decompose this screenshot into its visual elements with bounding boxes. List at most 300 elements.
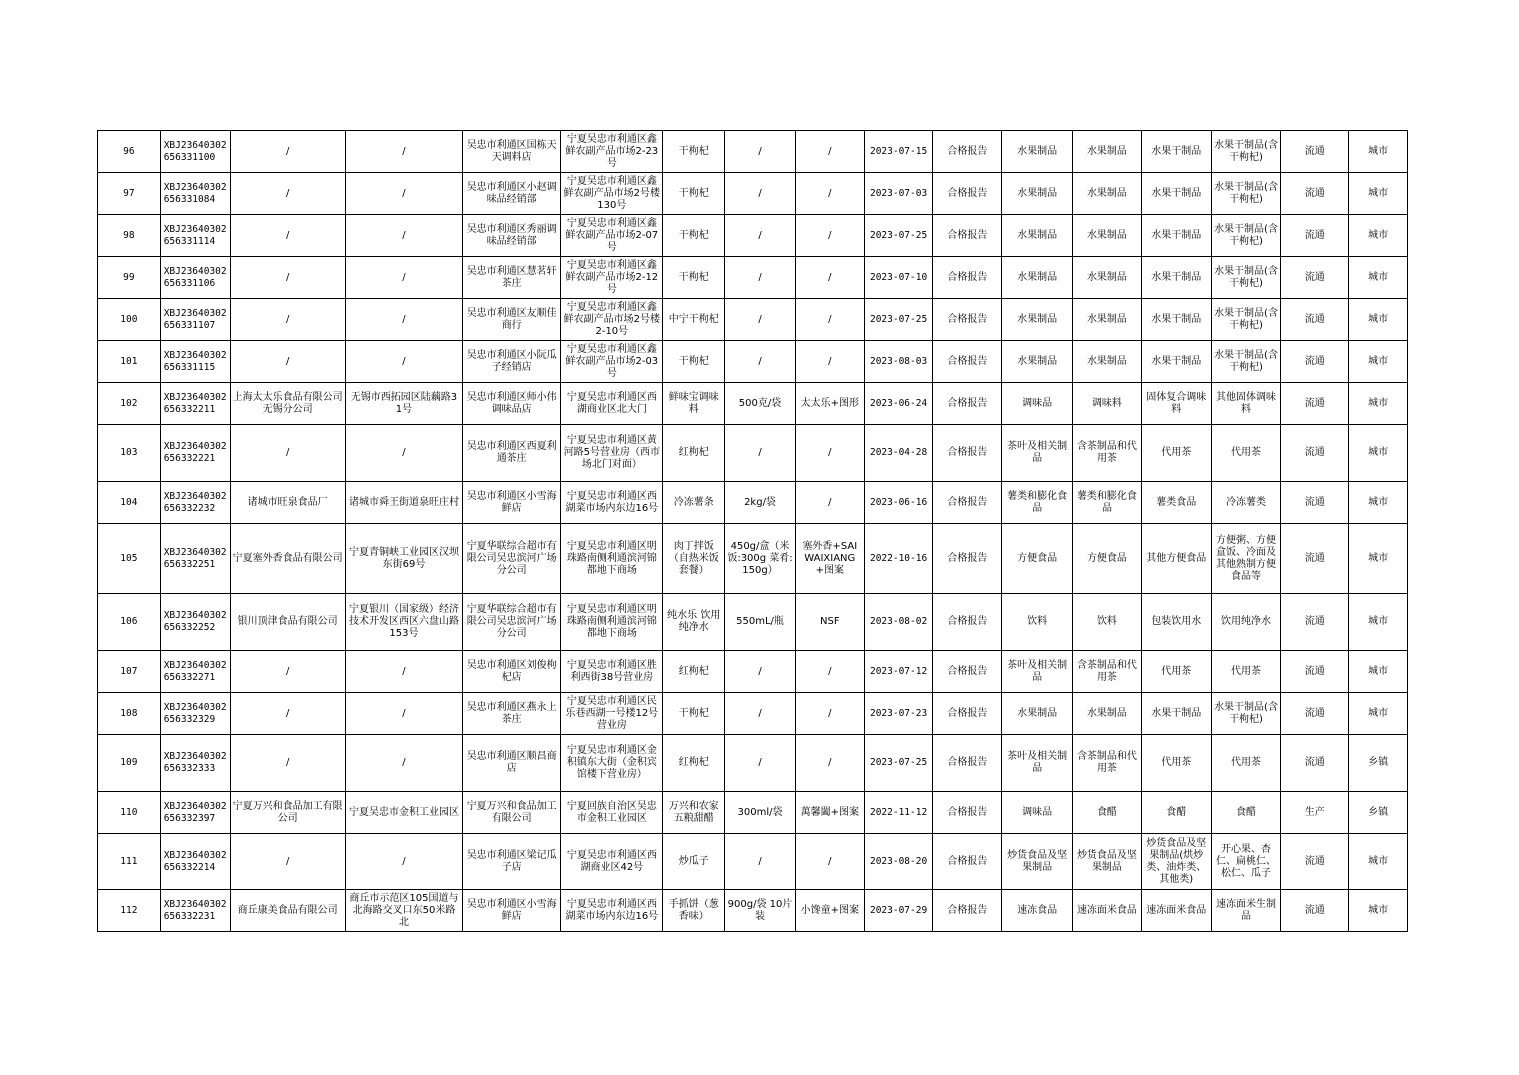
food-category-2: 水果制品 xyxy=(1073,215,1142,257)
producer-name: 商丘康美食品有限公司 xyxy=(230,890,345,932)
brand: 小馋童+图案 xyxy=(795,890,864,932)
table-row xyxy=(98,735,1408,792)
seller-address: 宁夏吴忠市利通区鑫鲜农副产品市场2-03号 xyxy=(561,341,663,383)
specification: / xyxy=(725,173,796,215)
brand: NSF xyxy=(795,594,864,651)
brand: 太太乐+图形 xyxy=(795,383,864,425)
producer-name: / xyxy=(230,299,345,341)
table-row xyxy=(98,792,1408,834)
food-category-2: 食醋 xyxy=(1073,792,1142,834)
specification: 550mL/瓶 xyxy=(725,594,796,651)
food-category-4: 水果干制品(含干枸杞) xyxy=(1211,693,1281,735)
food-category-1: 调味品 xyxy=(1002,792,1073,834)
seller-name: 吴忠市利通区顺昌商店 xyxy=(463,735,561,792)
production-date: 2023-06-16 xyxy=(864,482,933,524)
sample-code: XBJ23640302656332271 xyxy=(160,651,230,693)
sampling-area: 城市 xyxy=(1349,341,1408,383)
sampling-area: 城市 xyxy=(1349,257,1408,299)
brand: / xyxy=(795,693,864,735)
production-date: 2023-08-03 xyxy=(864,341,933,383)
producer-name: 宁夏万兴和食品加工有限公司 xyxy=(230,792,345,834)
food-category-1: 茶叶及相关制品 xyxy=(1002,735,1073,792)
sampling-area: 城市 xyxy=(1349,594,1408,651)
producer-address: / xyxy=(345,131,462,173)
food-name: 红枸杞 xyxy=(663,735,725,792)
sampling-area: 城市 xyxy=(1349,890,1408,932)
food-category-3: 水果干制品 xyxy=(1141,131,1211,173)
food-category-4: 水果干制品(含干枸杞) xyxy=(1211,257,1281,299)
food-category-1: 水果制品 xyxy=(1002,257,1073,299)
row-number: 106 xyxy=(98,594,161,651)
row-number: 112 xyxy=(98,890,161,932)
row-number: 103 xyxy=(98,425,161,482)
table-row xyxy=(98,594,1408,651)
food-category-2: 水果制品 xyxy=(1073,173,1142,215)
food-category-3: 水果干制品 xyxy=(1141,693,1211,735)
inspection-result: 合格报告 xyxy=(933,425,1002,482)
seller-name: 吴忠市利通区小阮瓜子经销店 xyxy=(463,341,561,383)
food-name: 红枸杞 xyxy=(663,425,725,482)
sampling-area: 城市 xyxy=(1349,693,1408,735)
brand: / xyxy=(795,341,864,383)
food-category-2: 炒货食品及坚果制品 xyxy=(1073,834,1142,890)
row-number: 107 xyxy=(98,651,161,693)
specification: 300ml/袋 xyxy=(725,792,796,834)
producer-name: 银川顶津食品有限公司 xyxy=(230,594,345,651)
food-category-1: 水果制品 xyxy=(1002,131,1073,173)
inspection-result: 合格报告 xyxy=(933,131,1002,173)
food-category-2: 方便食品 xyxy=(1073,524,1142,594)
seller-name: 宁夏华联综合超市有限公司吴忠滨河广场分公司 xyxy=(463,524,561,594)
seller-address: 宁夏吴忠市利通区鑫鲜农副产品市场2号楼2-10号 xyxy=(561,299,663,341)
producer-name: / xyxy=(230,651,345,693)
sample-code: XBJ23640302656331106 xyxy=(160,257,230,299)
specification: 2kg/袋 xyxy=(725,482,796,524)
food-category-2: 水果制品 xyxy=(1073,131,1142,173)
row-number: 98 xyxy=(98,215,161,257)
producer-name: / xyxy=(230,693,345,735)
seller-name: 吴忠市利通区小雪海鲜店 xyxy=(463,482,561,524)
food-category-2: 含茶制品和代用茶 xyxy=(1073,425,1142,482)
sampling-link: 流通 xyxy=(1281,257,1349,299)
row-number: 109 xyxy=(98,735,161,792)
production-date: 2022-10-16 xyxy=(864,524,933,594)
inspection-results-table xyxy=(97,130,1408,932)
table-row xyxy=(98,524,1408,594)
table-row xyxy=(98,651,1408,693)
sampling-link: 流通 xyxy=(1281,482,1349,524)
food-category-2: 水果制品 xyxy=(1073,299,1142,341)
brand: / xyxy=(795,131,864,173)
table-row xyxy=(98,425,1408,482)
food-category-3: 代用茶 xyxy=(1141,651,1211,693)
table-row xyxy=(98,257,1408,299)
brand: / xyxy=(795,215,864,257)
table-row xyxy=(98,693,1408,735)
specification: / xyxy=(725,299,796,341)
inspection-result: 合格报告 xyxy=(933,257,1002,299)
sampling-link: 流通 xyxy=(1281,594,1349,651)
sampling-area: 城市 xyxy=(1349,651,1408,693)
specification: 450g/盒（米饭:300g 菜肴:150g） xyxy=(725,524,796,594)
food-name: 中宁干枸杞 xyxy=(663,299,725,341)
sample-code: XBJ23640302656332214 xyxy=(160,834,230,890)
production-date: 2023-07-25 xyxy=(864,299,933,341)
seller-name: 吴忠市利通区梁记瓜子店 xyxy=(463,834,561,890)
food-category-1: 速冻食品 xyxy=(1002,890,1073,932)
food-category-3: 固体复合调味料 xyxy=(1141,383,1211,425)
food-category-4: 速冻面米生制品 xyxy=(1211,890,1281,932)
producer-address: / xyxy=(345,651,462,693)
food-category-3: 包装饮用水 xyxy=(1141,594,1211,651)
food-category-1: 水果制品 xyxy=(1002,299,1073,341)
production-date: 2023-07-25 xyxy=(864,215,933,257)
sample-code: XBJ23640302656331114 xyxy=(160,215,230,257)
food-category-1: 薯类和膨化食品 xyxy=(1002,482,1073,524)
sample-code: XBJ23640302656332397 xyxy=(160,792,230,834)
seller-address: 宁夏吴忠市利通区西湖商业区北大门 xyxy=(561,383,663,425)
food-category-4: 冷冻薯类 xyxy=(1211,482,1281,524)
producer-name: / xyxy=(230,173,345,215)
producer-name: / xyxy=(230,834,345,890)
food-category-2: 调味料 xyxy=(1073,383,1142,425)
table-row xyxy=(98,173,1408,215)
sampling-link: 流通 xyxy=(1281,834,1349,890)
seller-address: 宁夏吴忠市利通区金积镇东大街（金积宾馆楼下营业房） xyxy=(561,735,663,792)
producer-address: / xyxy=(345,693,462,735)
seller-name: 吴忠市利通区友顺佳商行 xyxy=(463,299,561,341)
production-date: 2023-07-15 xyxy=(864,131,933,173)
specification: / xyxy=(725,834,796,890)
food-name: 冷冻薯条 xyxy=(663,482,725,524)
brand: / xyxy=(795,257,864,299)
food-category-2: 含茶制品和代用茶 xyxy=(1073,735,1142,792)
seller-address: 宁夏吴忠市利通区民乐巷西湖一号楼12号营业房 xyxy=(561,693,663,735)
food-name: 干枸杞 xyxy=(663,215,725,257)
seller-name: 吴忠市利通区刘俊枸杞店 xyxy=(463,651,561,693)
food-category-4: 开心果、杏仁、扁桃仁、松仁、瓜子 xyxy=(1211,834,1281,890)
food-category-1: 炒货食品及坚果制品 xyxy=(1002,834,1073,890)
food-category-3: 代用茶 xyxy=(1141,425,1211,482)
producer-name: / xyxy=(230,735,345,792)
food-category-2: 水果制品 xyxy=(1073,341,1142,383)
food-category-3: 代用茶 xyxy=(1141,735,1211,792)
seller-address: 宁夏吴忠市利通区黄河路5号营业房（西市场北门对面） xyxy=(561,425,663,482)
inspection-result: 合格报告 xyxy=(933,594,1002,651)
food-category-4: 水果干制品(含干枸杞) xyxy=(1211,173,1281,215)
producer-address: / xyxy=(345,735,462,792)
seller-name: 吴忠市利通区秀丽调味品经销部 xyxy=(463,215,561,257)
specification: / xyxy=(725,131,796,173)
inspection-result: 合格报告 xyxy=(933,651,1002,693)
sampling-area: 城市 xyxy=(1349,383,1408,425)
food-category-3: 水果干制品 xyxy=(1141,299,1211,341)
production-date: 2023-06-24 xyxy=(864,383,933,425)
seller-address: 宁夏吴忠市利通区明珠路南侧利通滨河锦都地下商场 xyxy=(561,594,663,651)
food-category-4: 水果干制品(含干枸杞) xyxy=(1211,131,1281,173)
production-date: 2023-07-29 xyxy=(864,890,933,932)
brand: / xyxy=(795,173,864,215)
seller-address: 宁夏回族自治区吴忠市金积工业园区 xyxy=(561,792,663,834)
food-category-4: 饮用纯净水 xyxy=(1211,594,1281,651)
seller-address: 宁夏吴忠市利通区西湖菜市场内东边16号 xyxy=(561,890,663,932)
seller-name: 吴忠市利通区小赵调味品经销部 xyxy=(463,173,561,215)
food-name: 炒瓜子 xyxy=(663,834,725,890)
sample-code: XBJ23640302656331084 xyxy=(160,173,230,215)
production-date: 2023-04-28 xyxy=(864,425,933,482)
inspection-result: 合格报告 xyxy=(933,482,1002,524)
sampling-area: 城市 xyxy=(1349,482,1408,524)
inspection-result: 合格报告 xyxy=(933,341,1002,383)
sample-code: XBJ23640302656332252 xyxy=(160,594,230,651)
brand: / xyxy=(795,651,864,693)
producer-address: / xyxy=(345,173,462,215)
seller-name: 吴忠市利通区慧茗轩茶庄 xyxy=(463,257,561,299)
production-date: 2023-08-02 xyxy=(864,594,933,651)
food-category-4: 水果干制品(含干枸杞) xyxy=(1211,215,1281,257)
seller-name: 吴忠市利通区师小伟调味品店 xyxy=(463,383,561,425)
food-category-2: 水果制品 xyxy=(1073,257,1142,299)
specification: 900g/袋 10片装 xyxy=(725,890,796,932)
producer-address: / xyxy=(345,834,462,890)
seller-address: 宁夏吴忠市利通区胜利西街38号营业房 xyxy=(561,651,663,693)
brand: 塞外香+SAIWAIXIANG+图案 xyxy=(795,524,864,594)
producer-name: / xyxy=(230,425,345,482)
row-number: 97 xyxy=(98,173,161,215)
food-category-1: 茶叶及相关制品 xyxy=(1002,651,1073,693)
food-category-1: 水果制品 xyxy=(1002,215,1073,257)
producer-name: / xyxy=(230,341,345,383)
food-name: 手抓饼（葱香味） xyxy=(663,890,725,932)
sample-code: XBJ23640302656332232 xyxy=(160,482,230,524)
row-number: 111 xyxy=(98,834,161,890)
food-category-4: 水果干制品(含干枸杞) xyxy=(1211,341,1281,383)
row-number: 105 xyxy=(98,524,161,594)
food-name: 干枸杞 xyxy=(663,257,725,299)
food-category-3: 水果干制品 xyxy=(1141,173,1211,215)
food-category-3: 其他方便食品 xyxy=(1141,524,1211,594)
row-number: 104 xyxy=(98,482,161,524)
row-number: 108 xyxy=(98,693,161,735)
producer-address: / xyxy=(345,299,462,341)
producer-address: / xyxy=(345,341,462,383)
table-row xyxy=(98,482,1408,524)
producer-address: / xyxy=(345,425,462,482)
row-number: 96 xyxy=(98,131,161,173)
sample-code: XBJ23640302656332221 xyxy=(160,425,230,482)
sampling-area: 城市 xyxy=(1349,524,1408,594)
food-name: 红枸杞 xyxy=(663,651,725,693)
sampling-link: 流通 xyxy=(1281,215,1349,257)
food-category-2: 水果制品 xyxy=(1073,693,1142,735)
production-date: 2022-11-12 xyxy=(864,792,933,834)
specification: 500克/袋 xyxy=(725,383,796,425)
production-date: 2023-07-03 xyxy=(864,173,933,215)
inspection-result: 合格报告 xyxy=(933,792,1002,834)
producer-name: / xyxy=(230,257,345,299)
food-category-2: 含茶制品和代用茶 xyxy=(1073,651,1142,693)
sample-code: XBJ23640302656331107 xyxy=(160,299,230,341)
sampling-link: 流通 xyxy=(1281,651,1349,693)
producer-address: / xyxy=(345,215,462,257)
food-category-1: 饮料 xyxy=(1002,594,1073,651)
table-row xyxy=(98,383,1408,425)
seller-name: 吴忠市利通区燕永上茶庄 xyxy=(463,693,561,735)
table-row xyxy=(98,890,1408,932)
sampling-area: 乡镇 xyxy=(1349,735,1408,792)
sampling-link: 流通 xyxy=(1281,693,1349,735)
food-name: 干枸杞 xyxy=(663,341,725,383)
food-category-4: 方便粥、方便盒饭、冷面及其他熟制方便食品等 xyxy=(1211,524,1281,594)
production-date: 2023-07-23 xyxy=(864,693,933,735)
inspection-result: 合格报告 xyxy=(933,383,1002,425)
sampling-area: 城市 xyxy=(1349,131,1408,173)
food-category-3: 水果干制品 xyxy=(1141,341,1211,383)
inspection-result: 合格报告 xyxy=(933,215,1002,257)
food-name: 干枸杞 xyxy=(663,693,725,735)
row-number: 102 xyxy=(98,383,161,425)
production-date: 2023-08-20 xyxy=(864,834,933,890)
sampling-link: 流通 xyxy=(1281,173,1349,215)
food-category-4: 代用茶 xyxy=(1211,651,1281,693)
seller-name: 吴忠市利通区西夏利通茶庄 xyxy=(463,425,561,482)
specification: / xyxy=(725,425,796,482)
specification: / xyxy=(725,735,796,792)
food-category-1: 调味品 xyxy=(1002,383,1073,425)
production-date: 2023-07-10 xyxy=(864,257,933,299)
producer-address: 宁夏吴忠市金积工业园区 xyxy=(345,792,462,834)
sampling-area: 乡镇 xyxy=(1349,792,1408,834)
seller-address: 宁夏吴忠市利通区鑫鲜农副产品市场2-07号 xyxy=(561,215,663,257)
inspection-result: 合格报告 xyxy=(933,834,1002,890)
food-category-2: 速冻面米食品 xyxy=(1073,890,1142,932)
brand: / xyxy=(795,482,864,524)
producer-name: / xyxy=(230,215,345,257)
sampling-area: 城市 xyxy=(1349,173,1408,215)
food-category-2: 饮料 xyxy=(1073,594,1142,651)
sampling-link: 生产 xyxy=(1281,792,1349,834)
food-category-1: 水果制品 xyxy=(1002,173,1073,215)
inspection-result: 合格报告 xyxy=(933,735,1002,792)
brand: / xyxy=(795,834,864,890)
sample-code: XBJ23640302656331115 xyxy=(160,341,230,383)
table-row xyxy=(98,131,1408,173)
sampling-link: 流通 xyxy=(1281,890,1349,932)
sampling-link: 流通 xyxy=(1281,131,1349,173)
brand: / xyxy=(795,425,864,482)
row-number: 99 xyxy=(98,257,161,299)
sampling-link: 流通 xyxy=(1281,341,1349,383)
sample-code: XBJ23640302656332333 xyxy=(160,735,230,792)
producer-name: 诸城市旺泉食品厂 xyxy=(230,482,345,524)
food-category-3: 速冻面米食品 xyxy=(1141,890,1211,932)
seller-address: 宁夏吴忠市利通区鑫鲜农副产品市场2号楼130号 xyxy=(561,173,663,215)
seller-address: 宁夏吴忠市利通区鑫鲜农副产品市场2-12号 xyxy=(561,257,663,299)
producer-address: 诸城市舜王街道泉旺庄村 xyxy=(345,482,462,524)
food-name: 干枸杞 xyxy=(663,131,725,173)
producer-name: 宁夏塞外香食品有限公司 xyxy=(230,524,345,594)
food-name: 万兴和农家五粮甜醋 xyxy=(663,792,725,834)
producer-name: / xyxy=(230,131,345,173)
sampling-link: 流通 xyxy=(1281,383,1349,425)
producer-address: 无锡市西拓园区陆藕路31号 xyxy=(345,383,462,425)
specification: / xyxy=(725,215,796,257)
sampling-link: 流通 xyxy=(1281,524,1349,594)
food-name: 鲜味宝调味料 xyxy=(663,383,725,425)
food-category-1: 方便食品 xyxy=(1002,524,1073,594)
food-name: 肉丁拌饭（自热米饭套餐） xyxy=(663,524,725,594)
seller-name: 宁夏万兴和食品加工有限公司 xyxy=(463,792,561,834)
row-number: 100 xyxy=(98,299,161,341)
sampling-link: 流通 xyxy=(1281,425,1349,482)
sampling-area: 城市 xyxy=(1349,425,1408,482)
sample-code: XBJ23640302656332211 xyxy=(160,383,230,425)
producer-address: / xyxy=(345,257,462,299)
table-row xyxy=(98,299,1408,341)
row-number: 101 xyxy=(98,341,161,383)
seller-address: 宁夏吴忠市利通区明珠路南侧利通滨河锦都地下商场 xyxy=(561,524,663,594)
brand: / xyxy=(795,299,864,341)
seller-name: 宁夏华联综合超市有限公司吴忠滨河广场分公司 xyxy=(463,594,561,651)
sampling-link: 流通 xyxy=(1281,735,1349,792)
table-row xyxy=(98,834,1408,890)
food-category-2: 薯类和膨化食品 xyxy=(1073,482,1142,524)
seller-name: 吴忠市利通区小雪海鲜店 xyxy=(463,890,561,932)
table-row xyxy=(98,215,1408,257)
specification: / xyxy=(725,341,796,383)
sample-code: XBJ23640302656331100 xyxy=(160,131,230,173)
inspection-result: 合格报告 xyxy=(933,693,1002,735)
table-row xyxy=(98,341,1408,383)
food-category-1: 茶叶及相关制品 xyxy=(1002,425,1073,482)
inspection-result: 合格报告 xyxy=(933,890,1002,932)
specification: / xyxy=(725,693,796,735)
food-category-4: 代用茶 xyxy=(1211,735,1281,792)
inspection-result: 合格报告 xyxy=(933,299,1002,341)
producer-name: 上海太太乐食品有限公司无锡分公司 xyxy=(230,383,345,425)
food-category-1: 水果制品 xyxy=(1002,693,1073,735)
brand: / xyxy=(795,735,864,792)
food-name: 干枸杞 xyxy=(663,173,725,215)
seller-address: 宁夏吴忠市利通区西湖商业区42号 xyxy=(561,834,663,890)
sample-code: XBJ23640302656332231 xyxy=(160,890,230,932)
inspection-result: 合格报告 xyxy=(933,173,1002,215)
food-category-4: 水果干制品(含干枸杞) xyxy=(1211,299,1281,341)
food-category-4: 代用茶 xyxy=(1211,425,1281,482)
production-date: 2023-07-25 xyxy=(864,735,933,792)
sampling-area: 城市 xyxy=(1349,215,1408,257)
food-category-3: 水果干制品 xyxy=(1141,257,1211,299)
inspection-result: 合格报告 xyxy=(933,524,1002,594)
sampling-area: 城市 xyxy=(1349,299,1408,341)
brand: 萬馨闔+图案 xyxy=(795,792,864,834)
specification: / xyxy=(725,651,796,693)
food-category-3: 水果干制品 xyxy=(1141,215,1211,257)
seller-name: 吴忠市利通区国栋天天调料店 xyxy=(463,131,561,173)
sample-code: XBJ23640302656332251 xyxy=(160,524,230,594)
production-date: 2023-07-12 xyxy=(864,651,933,693)
producer-address: 宁夏青铜峡工业园区汉坝东街69号 xyxy=(345,524,462,594)
specification: / xyxy=(725,257,796,299)
food-category-3: 薯类食品 xyxy=(1141,482,1211,524)
producer-address: 宁夏银川（国家级）经济技术开发区西区六盘山路153号 xyxy=(345,594,462,651)
food-category-4: 食醋 xyxy=(1211,792,1281,834)
seller-address: 宁夏吴忠市利通区西湖菜市场内东边16号 xyxy=(561,482,663,524)
producer-address: 商丘市示范区105国道与北海路交叉口东50米路北 xyxy=(345,890,462,932)
seller-address: 宁夏吴忠市利通区鑫鲜农副产品市场2-23号 xyxy=(561,131,663,173)
food-category-3: 食醋 xyxy=(1141,792,1211,834)
sampling-link: 流通 xyxy=(1281,299,1349,341)
